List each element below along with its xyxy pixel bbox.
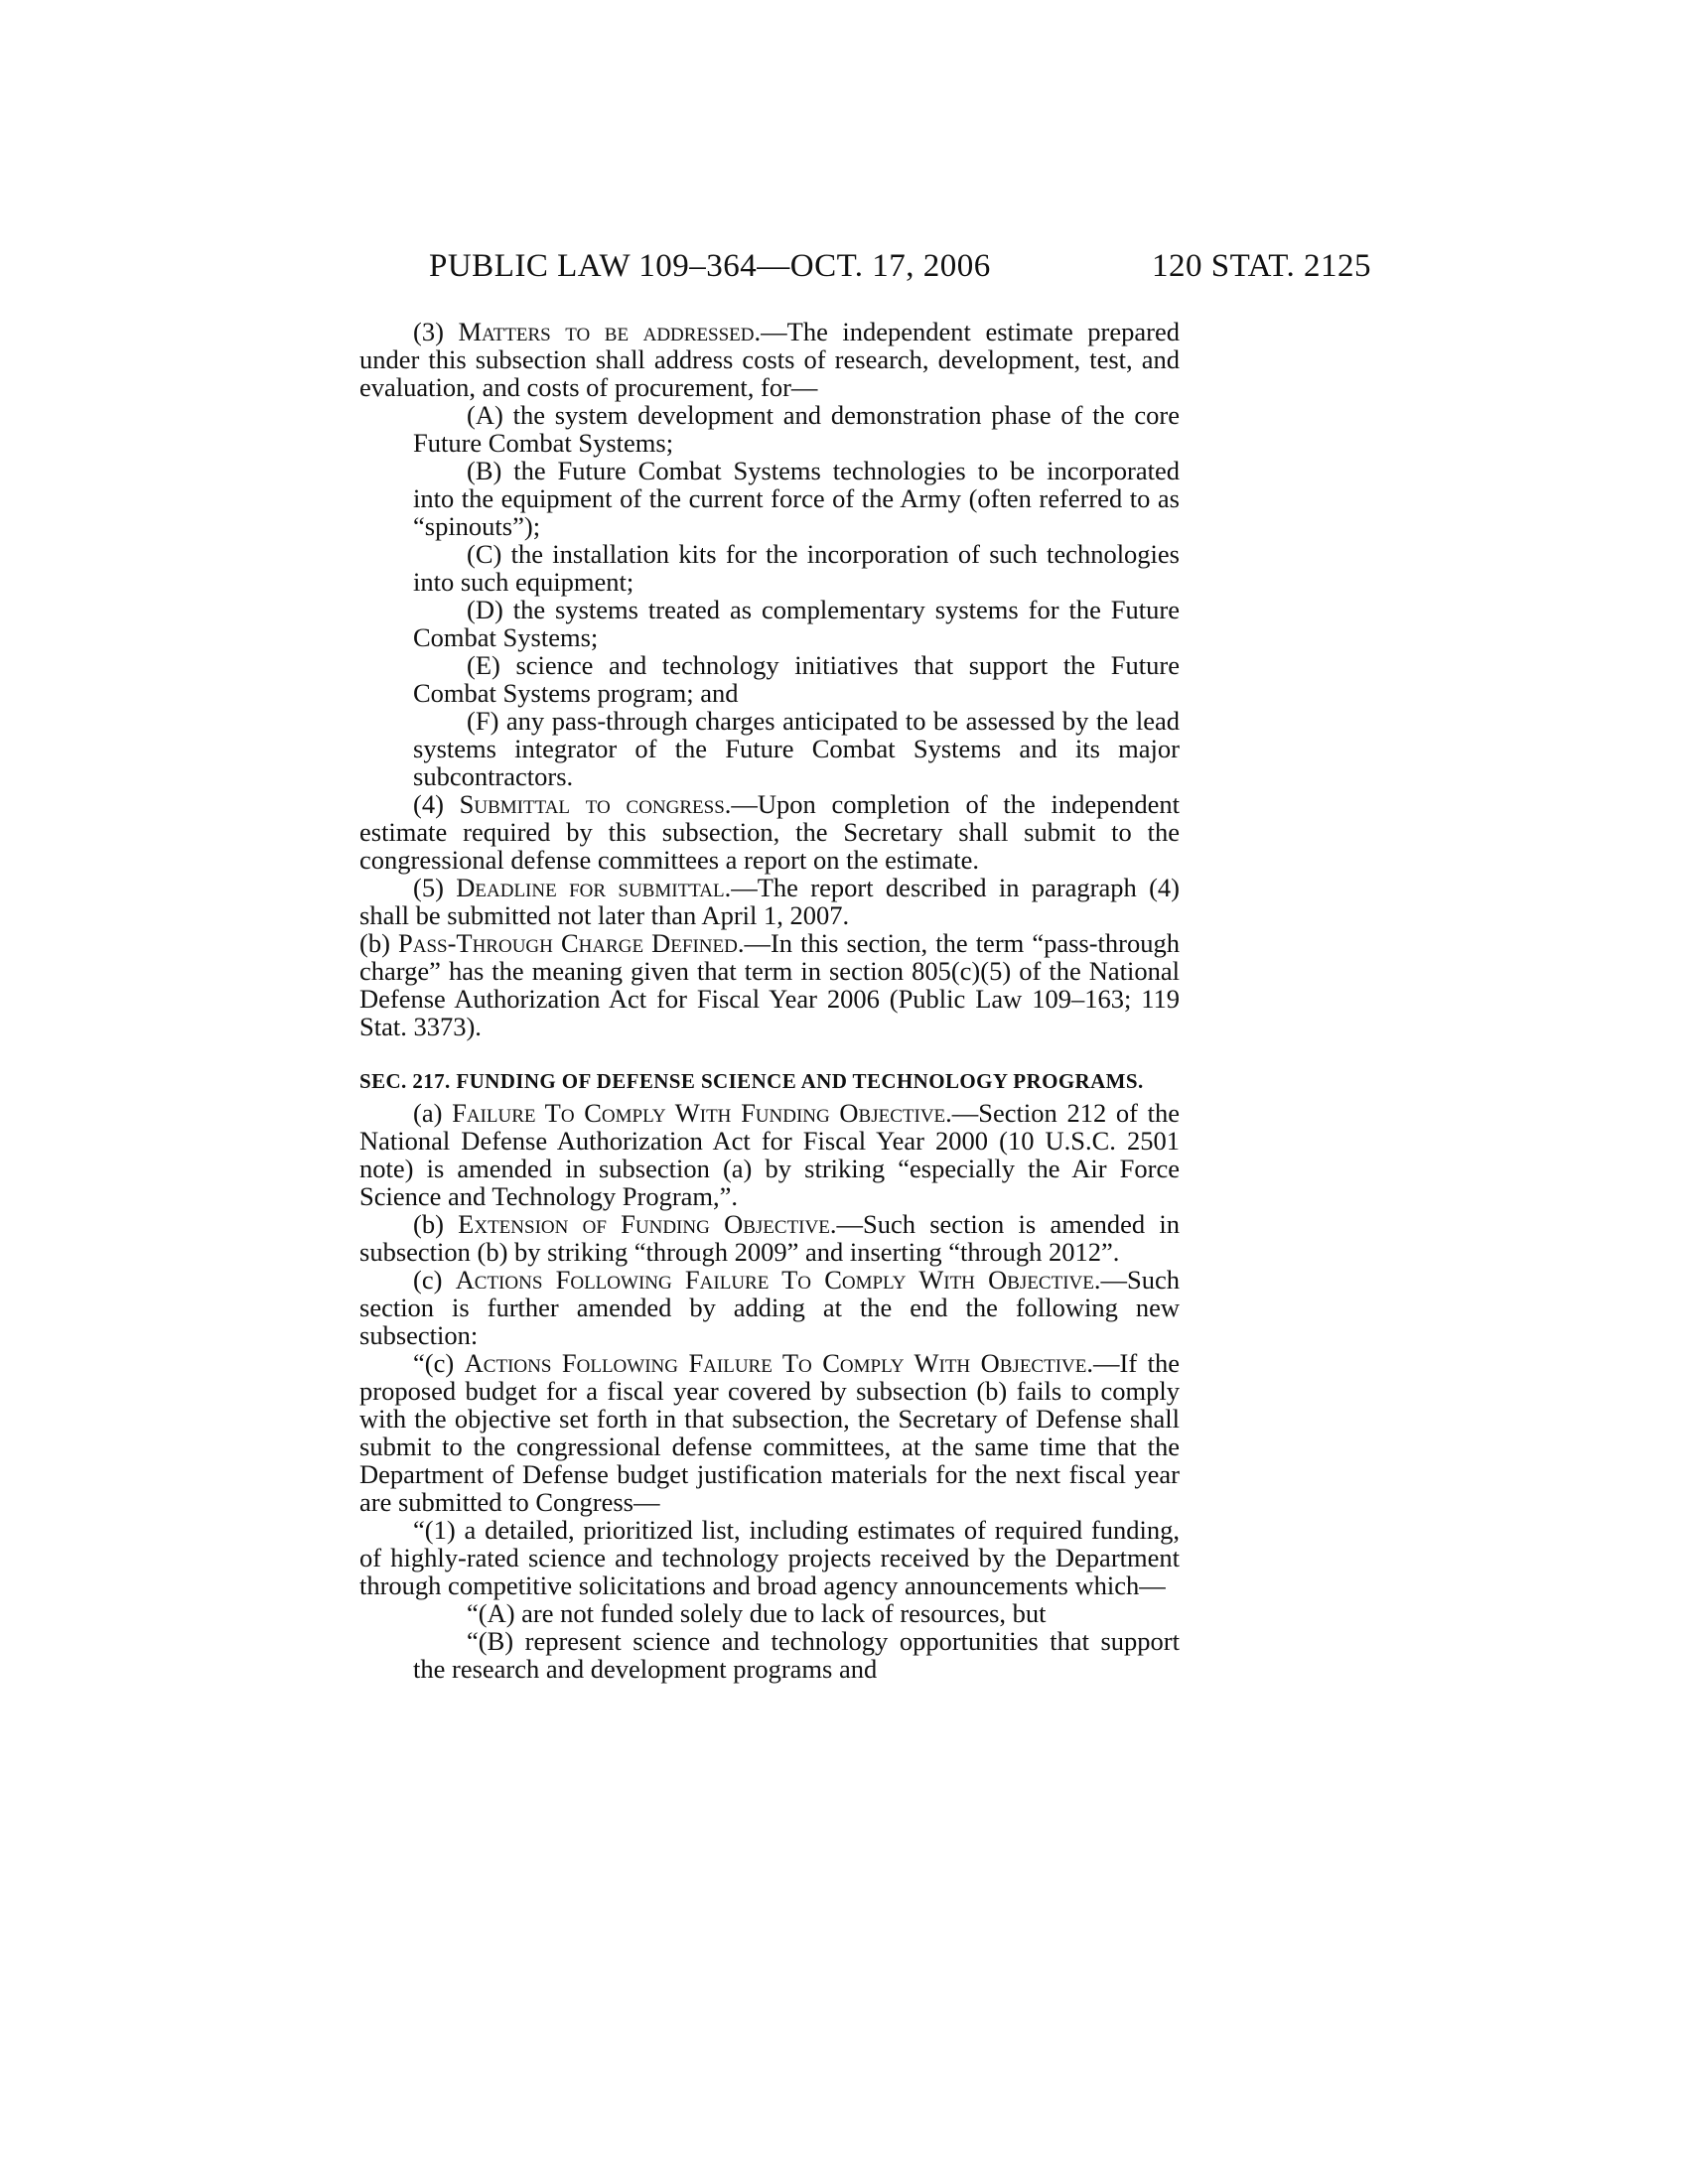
- paragraph-5-heading: Deadline for submittal.: [456, 873, 732, 902]
- paragraph-4-heading: Submittal to congress.: [459, 789, 732, 819]
- paragraph-3-heading: Matters to be addressed.: [458, 317, 762, 346]
- section-217-subsection-b: (b) Extension of Funding Objective.—Such section is amended in subsection (b) by striking “through 2009” and inserting “through 2012”.: [359, 1209, 1181, 1267]
- subparagraph-e: (E) science and technology initiatives that support the Future Combat Systems program; and: [413, 650, 1180, 708]
- subparagraph-c: (C) the installation kits for the incorporation of such technologies into such equipment;: [413, 539, 1180, 597]
- quoted-subsection-c: “(c) Actions Following Failure To Comply With Objective.—If the proposed budget for a fiscal year covered by subsection (b) fails to comply with the objective set forth in that subsection, the Secretary of Defense shall submit to the congressional defense committees, at the same time that the Department of Defense budget justification materials for the next fiscal year are submitted to Congress—: [359, 1348, 1180, 1517]
- subparagraph-f: (F) any pass-through charges anticipated to be assessed by the lead systems integrator of the Future Combat Systems and its major subcontractors.: [413, 706, 1180, 791]
- subsection-a-heading: Failure To Comply With Funding Objective.: [452, 1098, 952, 1128]
- subsection-b-definition: (b) Pass-Through Charge Defined.—In this section, the term “pass-through charge” has the meaning given that term in section 805(c)(5) of the National Defense Authorization Act for Fiscal Year 2006 (Public Law 109–163; 119 Stat. 3373).: [359, 928, 1180, 1041]
- quoted-subparagraph-b: “(B) represent science and technology opportunities that support the research and development programs and: [413, 1626, 1180, 1684]
- section-217-heading: SEC. 217. FUNDING OF DEFENSE SCIENCE AND TECHNOLOGY PROGRAMS.: [359, 1069, 1144, 1093]
- paragraph-4: (4) Submittal to congress.—Upon completion of the independent estimate required by this subsection, the Secretary shall submit to the congressional defense committees a report on the estimate.: [359, 789, 1180, 875]
- subsection-b-heading-217: Extension of Funding Objective.: [458, 1209, 837, 1239]
- running-header-title: PUBLIC LAW 109–364—OCT. 17, 2006: [429, 248, 991, 284]
- subparagraph-b: (B) the Future Combat Systems technologies to be incorporated into the equipment of the current force of the Army (often referred to as “spinouts”);: [413, 456, 1180, 541]
- quoted-subparagraph-a: “(A) are not funded solely due to lack of resources, but: [467, 1598, 1047, 1628]
- subparagraph-d: (D) the systems treated as complementary systems for the Future Combat Systems;: [413, 595, 1180, 652]
- subsection-c-heading: Actions Following Failure To Comply With Objective.: [455, 1265, 1101, 1295]
- document-body: [359, 318, 1180, 1683]
- subparagraph-a: (A) the system development and demonstration phase of the core Future Combat Systems;: [413, 400, 1180, 458]
- page-stat-number: 120 STAT. 2125: [1152, 248, 1372, 284]
- section-217-subsection-c: (c) Actions Following Failure To Comply With Objective.—Such section is further amended by adding at the end the following new subsection:: [359, 1265, 1180, 1350]
- subsection-b-heading: Pass-Through Charge Defined.: [397, 928, 745, 958]
- quoted-subsection-c-heading: Actions Following Failure To Comply With Objective.: [464, 1348, 1093, 1378]
- quoted-paragraph-1: “(1) a detailed, prioritized list, including estimates of required funding, of highly-rated science and technology projects received by the Department through competitive solicitations and broad agency announcements which—: [359, 1515, 1180, 1600]
- section-217-subsection-a: (a) Failure To Comply With Funding Objective.—Section 212 of the National Defense Authorization Act for Fiscal Year 2000 (10 U.S.C. 2501 note) is amended in subsection (a) by striking “especially the Air Force Science and Technology Program,”.: [359, 1098, 1180, 1211]
- paragraph-5: (5) Deadline for submittal.—The report described in paragraph (4) shall be submitted not later than April 1, 2007.: [359, 873, 1180, 930]
- paragraph-3: (3) Matters to be addressed.—The independent estimate prepared under this subsection shall address costs of research, development, test, and evaluation, and costs of procurement, for—: [359, 317, 1180, 402]
